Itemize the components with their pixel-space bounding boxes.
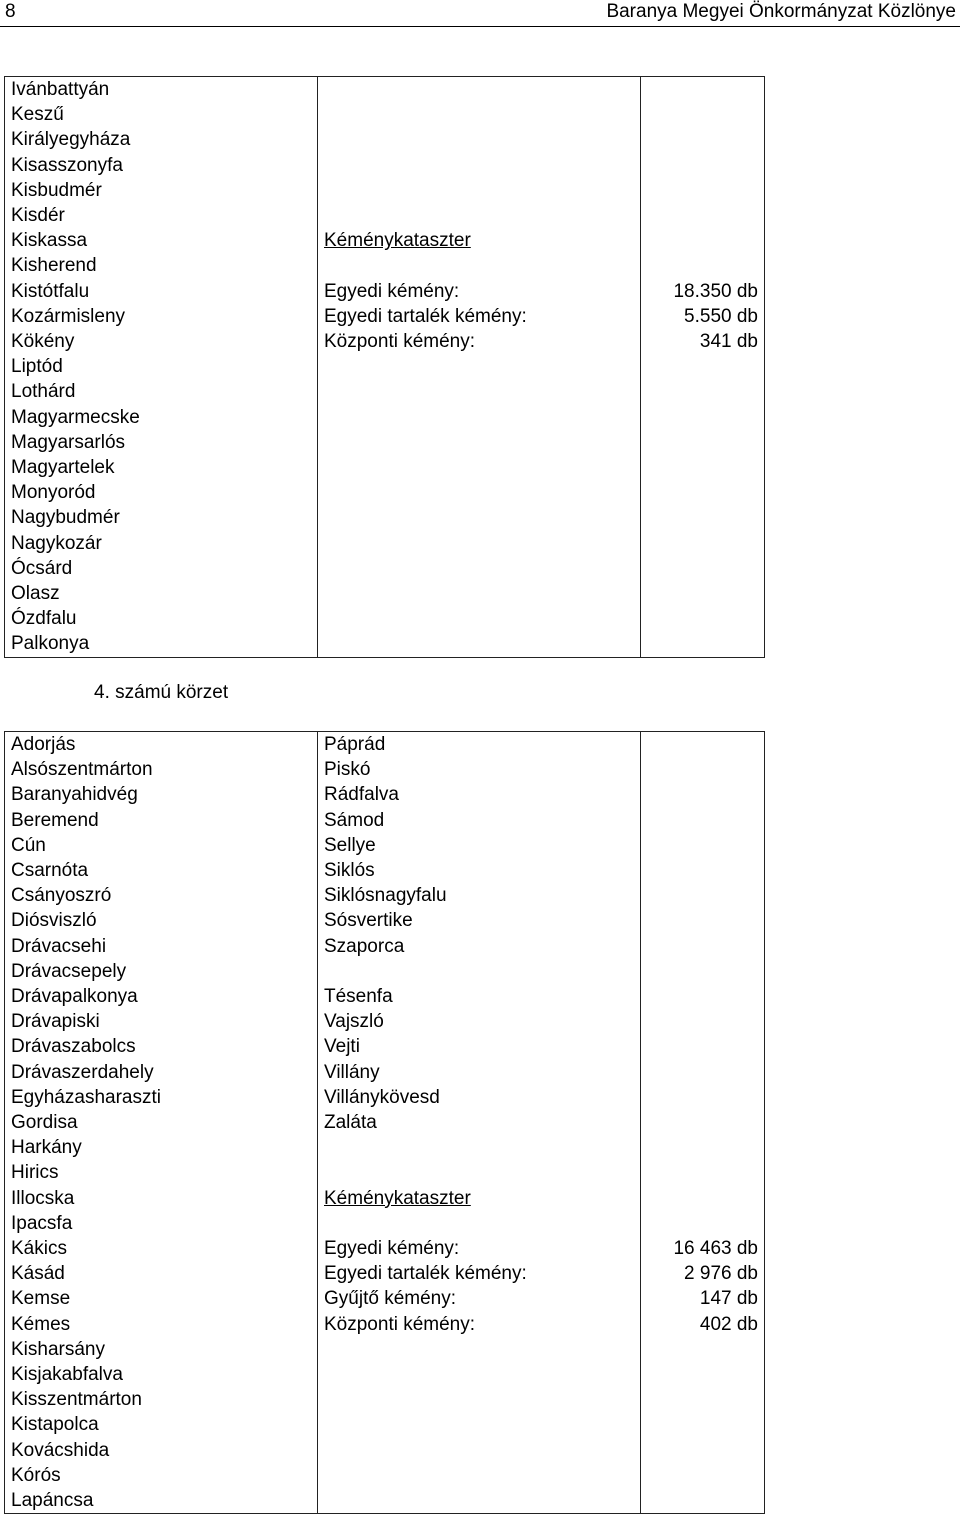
table-row xyxy=(5,329,765,354)
settlement-cell: Kásád xyxy=(5,1261,318,1286)
settlement-cell: Ócsárd xyxy=(5,556,318,581)
table-row xyxy=(5,883,765,908)
label-cell: Szaporca xyxy=(318,934,641,959)
section-title: 4. számú körzet xyxy=(94,682,229,703)
label-cell xyxy=(318,430,641,455)
count-cell xyxy=(641,782,765,807)
count-cell xyxy=(641,480,765,505)
district-table-2 xyxy=(4,731,765,1514)
count-cell xyxy=(641,631,765,657)
table-row xyxy=(5,102,765,127)
table-row xyxy=(5,279,765,304)
count-cell: 5.550 db xyxy=(641,304,765,329)
settlement-cell: Drávacsehi xyxy=(5,934,318,959)
table-row xyxy=(5,480,765,505)
label-cell: Vajszló xyxy=(318,1009,641,1034)
table-row xyxy=(5,1312,765,1337)
table-row xyxy=(5,782,765,807)
table-row xyxy=(5,1362,765,1387)
label-cell: Piskó xyxy=(318,757,641,782)
settlement-cell: Diósviszló xyxy=(5,908,318,933)
table-row xyxy=(5,1236,765,1261)
table-row xyxy=(5,1009,765,1034)
label-cell xyxy=(318,178,641,203)
count-cell xyxy=(641,531,765,556)
table-row xyxy=(5,379,765,404)
label-cell xyxy=(318,253,641,278)
table-row xyxy=(5,1110,765,1135)
settlement-cell: Egyházasharaszti xyxy=(5,1085,318,1110)
settlement-cell: Magyarsarlós xyxy=(5,430,318,455)
settlement-cell: Kistapolca xyxy=(5,1412,318,1437)
count-cell xyxy=(641,153,765,178)
label-cell xyxy=(318,405,641,430)
label-cell xyxy=(318,1362,641,1387)
table-row xyxy=(5,1186,765,1211)
table-row xyxy=(5,1488,765,1514)
label-cell xyxy=(318,127,641,152)
settlement-cell: Ózdfalu xyxy=(5,606,318,631)
label-cell xyxy=(318,379,641,404)
settlement-cell: Illocska xyxy=(5,1186,318,1211)
label-cell: Sámod xyxy=(318,808,641,833)
label-cell: Gyűjtő kémény: xyxy=(318,1286,641,1311)
label-cell xyxy=(318,153,641,178)
count-cell xyxy=(641,1488,765,1514)
label-cell xyxy=(318,480,641,505)
count-cell xyxy=(641,1085,765,1110)
count-cell xyxy=(641,1034,765,1059)
label-cell xyxy=(318,1160,641,1185)
count-cell xyxy=(641,1387,765,1412)
count-cell xyxy=(641,430,765,455)
table-row xyxy=(5,228,765,253)
settlement-cell: Liptód xyxy=(5,354,318,379)
label-cell xyxy=(318,1488,641,1514)
label-cell xyxy=(318,959,641,984)
label-cell: Egyedi tartalék kémény: xyxy=(318,1261,641,1286)
count-cell xyxy=(641,1186,765,1211)
settlement-cell: Drávaszabolcs xyxy=(5,1034,318,1059)
settlement-cell: Keszű xyxy=(5,102,318,127)
settlement-cell: Beremend xyxy=(5,808,318,833)
table-row xyxy=(5,1438,765,1463)
table-row xyxy=(5,606,765,631)
label-cell: Központi kémény: xyxy=(318,329,641,354)
settlement-cell: Lapáncsa xyxy=(5,1488,318,1514)
table-row xyxy=(5,531,765,556)
count-cell: 18.350 db xyxy=(641,279,765,304)
settlement-cell: Kisasszonyfa xyxy=(5,153,318,178)
label-cell xyxy=(318,505,641,530)
label-cell xyxy=(318,1135,641,1160)
table-row xyxy=(5,1463,765,1488)
page-number: 8 xyxy=(5,1,16,22)
settlement-cell: Csányoszró xyxy=(5,883,318,908)
count-cell xyxy=(641,102,765,127)
settlement-cell: Kozármisleny xyxy=(5,304,318,329)
table-row xyxy=(5,354,765,379)
label-cell: Egyedi kémény: xyxy=(318,1236,641,1261)
count-cell xyxy=(641,354,765,379)
count-cell xyxy=(641,379,765,404)
label-cell xyxy=(318,1412,641,1437)
settlement-cell: Kórós xyxy=(5,1463,318,1488)
count-cell xyxy=(641,556,765,581)
settlement-cell: Kisharsány xyxy=(5,1337,318,1362)
count-cell xyxy=(641,858,765,883)
table-row xyxy=(5,1261,765,1286)
settlement-cell: Drávapiski xyxy=(5,1009,318,1034)
table-row xyxy=(5,1135,765,1160)
settlement-cell: Kistótfalu xyxy=(5,279,318,304)
label-cell: Kéménykataszter xyxy=(318,1186,641,1211)
table-row xyxy=(5,934,765,959)
count-cell xyxy=(641,1211,765,1236)
table-row xyxy=(5,1034,765,1059)
label-cell: Vejti xyxy=(318,1034,641,1059)
page-header xyxy=(0,0,960,27)
table-row xyxy=(5,1060,765,1085)
label-cell: Sellye xyxy=(318,833,641,858)
table-row xyxy=(5,808,765,833)
count-cell xyxy=(641,1362,765,1387)
settlement-cell: Királyegyháza xyxy=(5,127,318,152)
table-row xyxy=(5,405,765,430)
label-cell: Villánykövesd xyxy=(318,1085,641,1110)
settlement-cell: Palkonya xyxy=(5,631,318,657)
count-cell: 147 db xyxy=(641,1286,765,1311)
settlement-cell: Kemse xyxy=(5,1286,318,1311)
count-cell xyxy=(641,228,765,253)
label-cell xyxy=(318,531,641,556)
count-cell xyxy=(641,1135,765,1160)
count-cell xyxy=(641,984,765,1009)
label-cell xyxy=(318,1337,641,1362)
count-cell: 402 db xyxy=(641,1312,765,1337)
table-row xyxy=(5,556,765,581)
publication-title: Baranya Megyei Önkormányzat Közlönye xyxy=(606,1,956,22)
table-row xyxy=(5,984,765,1009)
count-cell: 341 db xyxy=(641,329,765,354)
table-row xyxy=(5,732,765,758)
label-cell: Egyedi tartalék kémény: xyxy=(318,304,641,329)
table-row xyxy=(5,631,765,657)
settlement-cell: Drávacsepely xyxy=(5,959,318,984)
settlement-cell: Baranyahidvég xyxy=(5,782,318,807)
settlement-cell: Kisherend xyxy=(5,253,318,278)
table-row xyxy=(5,77,765,103)
settlement-cell: Kisszentmárton xyxy=(5,1387,318,1412)
settlement-cell: Monyoród xyxy=(5,480,318,505)
count-cell xyxy=(641,757,765,782)
settlement-cell: Magyarmecske xyxy=(5,405,318,430)
count-cell xyxy=(641,1337,765,1362)
count-cell xyxy=(641,606,765,631)
count-cell xyxy=(641,1412,765,1437)
count-cell: 16 463 db xyxy=(641,1236,765,1261)
label-cell xyxy=(318,1211,641,1236)
count-cell xyxy=(641,253,765,278)
count-cell: 2 976 db xyxy=(641,1261,765,1286)
settlement-cell: Cún xyxy=(5,833,318,858)
label-cell xyxy=(318,606,641,631)
label-cell: Rádfalva xyxy=(318,782,641,807)
settlement-cell: Kisbudmér xyxy=(5,178,318,203)
table-row xyxy=(5,1211,765,1236)
table-row xyxy=(5,1337,765,1362)
settlement-cell: Kovácshida xyxy=(5,1438,318,1463)
count-cell xyxy=(641,883,765,908)
settlement-cell: Kémes xyxy=(5,1312,318,1337)
count-cell xyxy=(641,1463,765,1488)
label-cell: Kéménykataszter xyxy=(318,228,641,253)
table-row xyxy=(5,178,765,203)
label-cell xyxy=(318,455,641,480)
label-cell xyxy=(318,1463,641,1488)
table-row xyxy=(5,1085,765,1110)
count-cell xyxy=(641,203,765,228)
count-cell xyxy=(641,505,765,530)
settlement-cell: Drávaszerdahely xyxy=(5,1060,318,1085)
settlement-cell: Kákics xyxy=(5,1236,318,1261)
settlement-cell: Harkány xyxy=(5,1135,318,1160)
settlement-cell: Olasz xyxy=(5,581,318,606)
settlement-cell: Ipacsfa xyxy=(5,1211,318,1236)
label-cell: Siklós xyxy=(318,858,641,883)
label-cell xyxy=(318,631,641,657)
settlement-cell: Drávapalkonya xyxy=(5,984,318,1009)
settlement-cell: Kökény xyxy=(5,329,318,354)
table-row xyxy=(5,1160,765,1185)
count-cell xyxy=(641,178,765,203)
label-cell xyxy=(318,203,641,228)
count-cell xyxy=(641,732,765,758)
settlement-cell: Kisdér xyxy=(5,203,318,228)
count-cell xyxy=(641,908,765,933)
table-row xyxy=(5,833,765,858)
table-row xyxy=(5,1412,765,1437)
table-row xyxy=(5,153,765,178)
label-cell xyxy=(318,581,641,606)
table-row xyxy=(5,203,765,228)
district-table-1 xyxy=(4,76,765,658)
table-row xyxy=(5,127,765,152)
settlement-cell: Ivánbattyán xyxy=(5,77,318,103)
settlement-cell: Hirics xyxy=(5,1160,318,1185)
table-row xyxy=(5,757,765,782)
label-cell: Sósvertike xyxy=(318,908,641,933)
settlement-cell: Kisjakabfalva xyxy=(5,1362,318,1387)
table-row xyxy=(5,858,765,883)
table-row xyxy=(5,253,765,278)
settlement-cell: Nagybudmér xyxy=(5,505,318,530)
label-cell: Páprád xyxy=(318,732,641,758)
label-cell xyxy=(318,102,641,127)
count-cell xyxy=(641,1438,765,1463)
count-cell xyxy=(641,127,765,152)
label-cell xyxy=(318,556,641,581)
count-cell xyxy=(641,455,765,480)
count-cell xyxy=(641,808,765,833)
count-cell xyxy=(641,1009,765,1034)
table-row xyxy=(5,304,765,329)
table-row xyxy=(5,430,765,455)
settlement-cell: Lothárd xyxy=(5,379,318,404)
label-cell: Villány xyxy=(318,1060,641,1085)
table-row xyxy=(5,505,765,530)
settlement-cell: Magyartelek xyxy=(5,455,318,480)
count-cell xyxy=(641,959,765,984)
label-cell xyxy=(318,354,641,379)
label-cell: Tésenfa xyxy=(318,984,641,1009)
count-cell xyxy=(641,833,765,858)
settlement-cell: Kiskassa xyxy=(5,228,318,253)
label-cell: Zaláta xyxy=(318,1110,641,1135)
label-cell xyxy=(318,1438,641,1463)
table-row xyxy=(5,959,765,984)
settlement-cell: Adorjás xyxy=(5,732,318,758)
label-cell xyxy=(318,1387,641,1412)
table-row xyxy=(5,455,765,480)
label-cell: Siklósnagyfalu xyxy=(318,883,641,908)
settlement-cell: Gordisa xyxy=(5,1110,318,1135)
table-row xyxy=(5,581,765,606)
table-row xyxy=(5,1286,765,1311)
settlement-cell: Alsószentmárton xyxy=(5,757,318,782)
count-cell xyxy=(641,77,765,103)
count-cell xyxy=(641,581,765,606)
settlement-cell: Csarnóta xyxy=(5,858,318,883)
table-row xyxy=(5,1387,765,1412)
count-cell xyxy=(641,1110,765,1135)
table-row xyxy=(5,908,765,933)
settlement-cell: Nagykozár xyxy=(5,531,318,556)
count-cell xyxy=(641,405,765,430)
label-cell: Egyedi kémény: xyxy=(318,279,641,304)
label-cell xyxy=(318,77,641,103)
count-cell xyxy=(641,1060,765,1085)
count-cell xyxy=(641,1160,765,1185)
count-cell xyxy=(641,934,765,959)
label-cell: Központi kémény: xyxy=(318,1312,641,1337)
